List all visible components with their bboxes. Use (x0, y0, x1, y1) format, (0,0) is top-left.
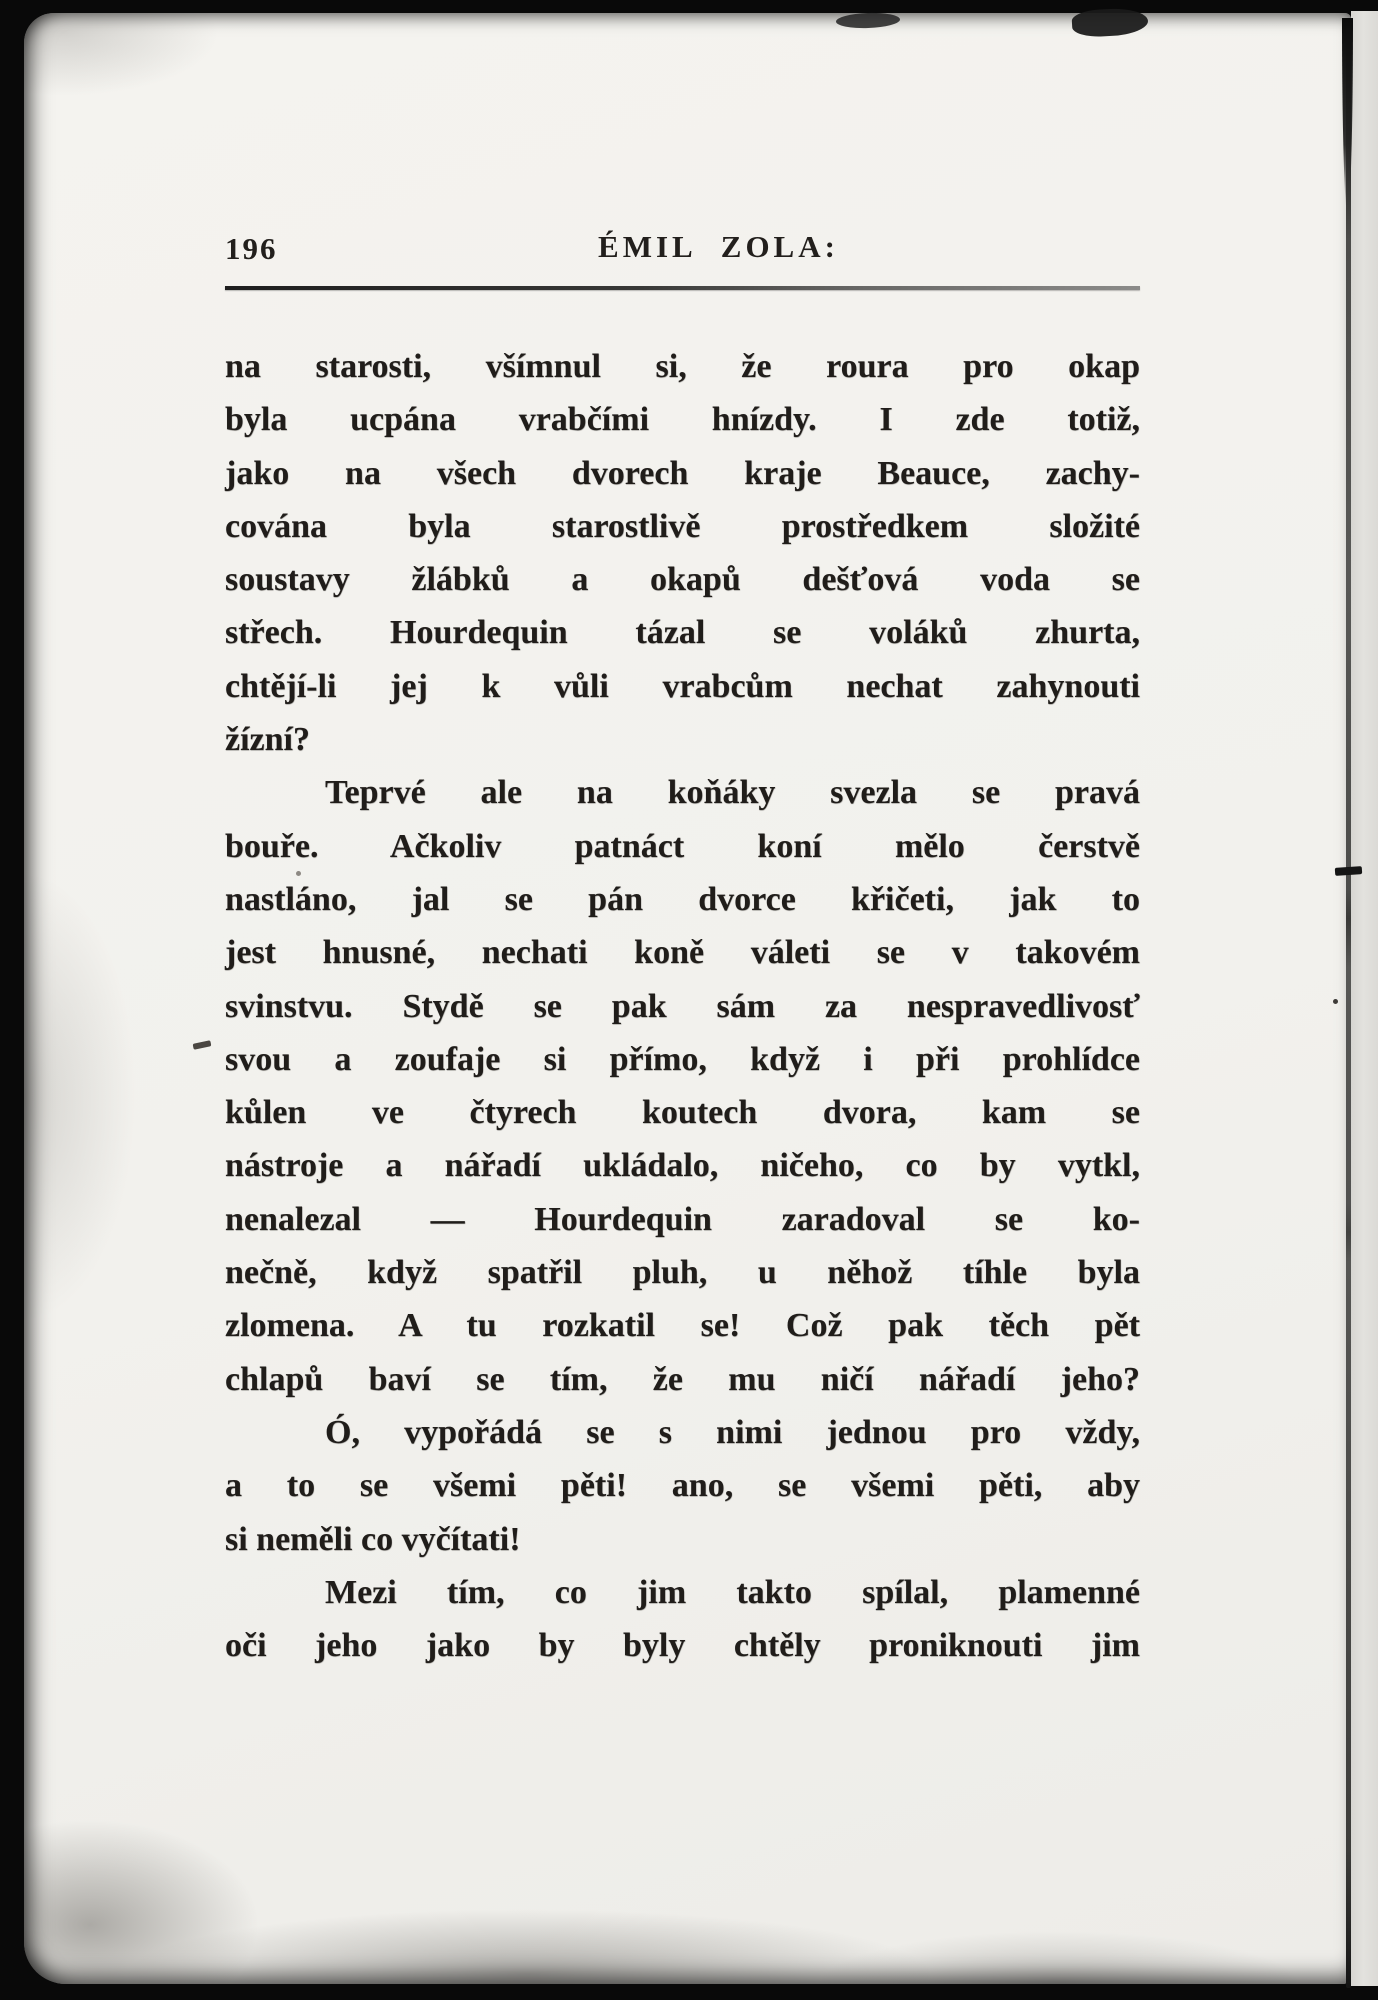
running-title: ÉMIL ZOLA: (598, 229, 839, 264)
page-edge-strip (1351, 11, 1378, 1986)
book-page-paper (24, 13, 1351, 1984)
paper-speck (1333, 999, 1338, 1004)
text-line: bouře. Ačkoliv patnáct koní mělo čerstvě (225, 827, 1140, 865)
text-line: nastláno, jal se pán dvorce křičeti, jak to (225, 880, 1140, 918)
text-line: kůlen ve čtyrech koutech dvora, kam se (225, 1094, 1140, 1132)
text-line: soustavy žlábků a okapů dešťová voda se (225, 561, 1140, 599)
text-line: nečně, když spatřil pluh, u něhož tíhle byla (225, 1254, 1140, 1292)
text-line: svou a zoufaje si přímo, když i při prohlídce (225, 1040, 1140, 1078)
text-line: a to se všemi pěti! ano, se všemi pěti, aby (225, 1467, 1140, 1505)
text-line: cována byla starostlivě prostředkem složité (225, 507, 1140, 545)
text-line: žízní? (225, 721, 310, 759)
text-line: Ó, vypořádá se s nimi jednou pro vždy, (325, 1413, 1140, 1451)
text-line: Teprvé ale na koňáky svezla se pravá (325, 774, 1140, 812)
text-line: svinstvu. Stydě se pak sám za nespravedlivosť (225, 987, 1140, 1025)
paper-speck (296, 871, 301, 876)
text-line: nenalezal — Hourdequin zaradoval se ko- (225, 1200, 1140, 1238)
text-line: nástroje a nářadí ukládalo, ničeho, co by vytkl, (225, 1147, 1140, 1185)
text-line: jako na všech dvorech kraje Beauce, zachy- (225, 454, 1140, 492)
text-line: jest hnusné, nechati koně váleti se v takovém (225, 934, 1140, 972)
header-rule (225, 286, 1140, 290)
page-number: 196 (225, 231, 278, 266)
text-line: si neměli co vyčítati! (225, 1520, 521, 1558)
book-spine-line (1346, 26, 1351, 1988)
body-text (225, 340, 1140, 1672)
text-line: chlapů baví se tím, že mu ničí nářadí jeho? (225, 1360, 1140, 1398)
text-line: zlomena. A tu rozkatil se! Což pak těch pět (225, 1307, 1140, 1345)
text-line: chtějí-li jej k vůli vrabcům nechat zahynouti (225, 667, 1140, 705)
text-line: Mezi tím, co jim takto spílal, plamenné (325, 1573, 1140, 1611)
text-line: byla ucpána vrabčími hnízdy. I zde totiž, (225, 401, 1140, 439)
text-line: na starosti, všímnul si, že roura pro okap (225, 348, 1140, 385)
text-line: střech. Hourdequin tázal se voláků zhurta, (225, 614, 1140, 652)
text-line: oči jeho jako by byly chtěly proniknouti jim (225, 1627, 1140, 1665)
